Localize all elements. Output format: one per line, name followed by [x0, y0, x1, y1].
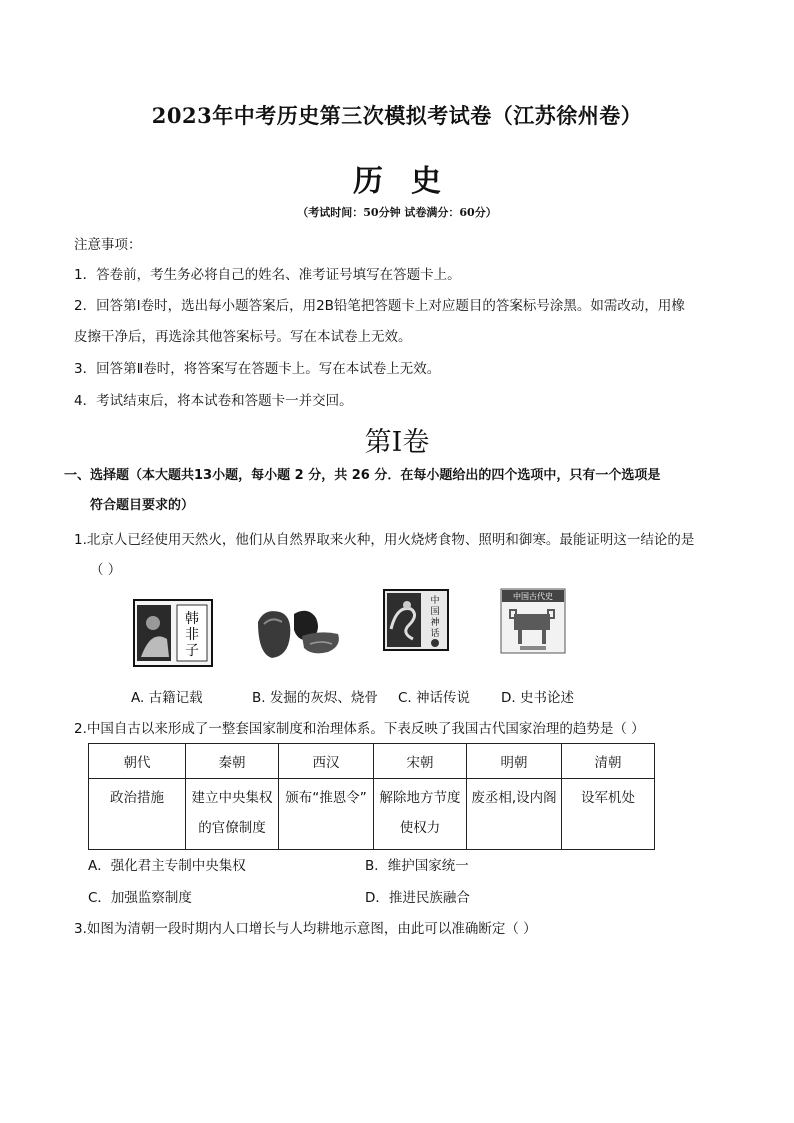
- table-cell: 设军机处: [562, 779, 655, 850]
- notice-item-4: 4．考试结束后，将本试卷和答题卡一并交回。: [74, 393, 353, 409]
- q1-option-b[interactable]: B. 发掘的灰烬、烧骨: [252, 690, 378, 706]
- book-c-char-1: 中: [430, 596, 440, 606]
- book-a-char-1: 韩: [185, 611, 199, 627]
- q3-stem: 3.如图为清朝一段时期内人口增长与人均耕地示意图，由此可以准确断定（ ）: [74, 921, 537, 937]
- table-cell: 政治措施: [89, 779, 186, 850]
- q2-stem: 2.中国自古以来形成了一整套国家制度和治理体系。下表反映了我国古代国家治理的趋势是（ ）: [74, 721, 645, 737]
- book-c-char-4: 话: [430, 629, 440, 639]
- q2-option-b[interactable]: B．维护国家统一: [365, 858, 469, 874]
- mythology-book-cover-icon: [383, 589, 449, 651]
- q1-image-b: [254, 602, 344, 662]
- q1-image-d: [500, 588, 566, 654]
- section-instruction-cont: 符合题目要求的）: [90, 498, 195, 513]
- table-cell: 解除地方节度使权力: [374, 779, 467, 850]
- book-a-char-2: 非: [185, 627, 199, 643]
- burnt-bones-icon: [254, 602, 344, 662]
- part-title: 第Ⅰ卷: [364, 427, 430, 458]
- notice-item-1: 1．答卷前，考生务必将自己的姓名、准考证号填写在答题卡上。: [74, 267, 461, 283]
- q1-image-c: [383, 589, 449, 651]
- notice-heading: 注意事项：: [74, 237, 142, 253]
- q1-option-a[interactable]: A. 古籍记载: [131, 690, 203, 706]
- exam-info: （考试时间：50分钟 试卷满分：60分）: [297, 206, 497, 219]
- subject-title: 历史: [353, 164, 469, 199]
- q2-table: [88, 743, 655, 850]
- history-book-cover-icon: [500, 588, 566, 654]
- ancient-book-cover-icon: [133, 599, 213, 667]
- table-row: [89, 744, 655, 779]
- notice-item-3: 3．回答第Ⅱ卷时，将答案写在答题卡上。写在本试卷上无效。: [74, 361, 441, 377]
- q1-stem: 1.北京人已经使用天然火，他们从自然界取来火种，用火烧烤食物、照明和御寒。最能证明这一结论的是: [74, 532, 695, 548]
- q1-option-d[interactable]: D. 史书论述: [501, 690, 574, 706]
- table-header-cell: 明朝: [467, 744, 562, 779]
- q2-option-d[interactable]: D．推进民族融合: [365, 890, 470, 906]
- book-a-char-3: 子: [185, 643, 199, 659]
- table-header-cell: 秦朝: [186, 744, 279, 779]
- q2-option-a[interactable]: A．强化君主专制中央集权: [88, 858, 246, 874]
- table-row: [89, 779, 655, 850]
- exam-title: 2023年中考历史第三次模拟考试卷（江苏徐州卷）: [151, 103, 643, 128]
- table-header-cell: 宋朝: [374, 744, 467, 779]
- section-instruction: 一、选择题（本大题共13小题，每小题 2 分，共 26 分．在每小题给出的四个选项中，只有一个选项是: [64, 468, 661, 483]
- notice-item-2: 2．回答第Ⅰ卷时，选出每小题答案后，用2B铅笔把答题卡上对应题目的答案标号涂黑。如需改动，用橡: [74, 298, 685, 314]
- q1-option-c[interactable]: C. 神话传说: [398, 690, 471, 706]
- book-d-title: 中国古代史: [513, 592, 553, 601]
- q2-option-c[interactable]: C．加强监察制度: [88, 890, 192, 906]
- q1-paren: （ ）: [90, 562, 122, 578]
- q1-image-a: [133, 599, 213, 667]
- notice-item-2-cont: 皮擦干净后，再选涂其他答案标号。写在本试卷上无效。: [74, 329, 412, 345]
- table-header-cell: 清朝: [562, 744, 655, 779]
- table-cell: 废丞相,设内阁: [467, 779, 562, 850]
- book-c-char-2: 国: [430, 607, 440, 617]
- table-header-cell: 朝代: [89, 744, 186, 779]
- table-cell: 颁布“推恩令”: [279, 779, 374, 850]
- table-header-cell: 西汉: [279, 744, 374, 779]
- book-c-char-3: 神: [430, 618, 440, 628]
- table-cell: 建立中央集权的官僚制度: [186, 779, 279, 850]
